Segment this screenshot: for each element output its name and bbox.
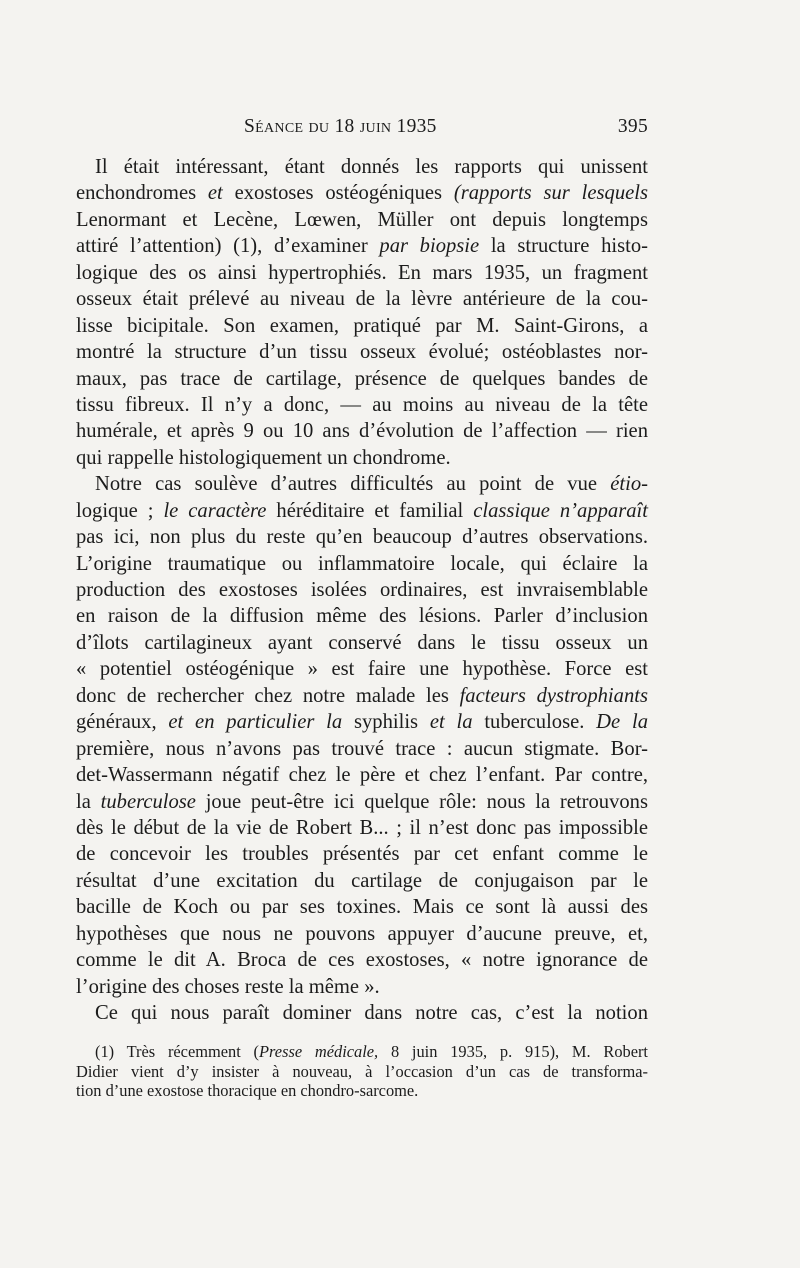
paragraph2-line: production des exostoses isolées ordinaires, est invraisemblable	[76, 579, 648, 601]
text-segment: généraux,	[76, 711, 157, 734]
paragraph2-line: résultat d’une excitation du cartilage de conjugaison par le	[76, 869, 648, 892]
footnote-line: Didier vient d’y insister à nouveau, à l’occasion d’un cas de transforma-	[76, 1061, 648, 1081]
italic-phrase: le caractère	[153, 499, 277, 522]
paragraph2-line: L’origine traumatique ou inflammatoire locale, qui éclaire la	[76, 552, 648, 575]
text-segment: héréditaire et familial	[276, 499, 464, 522]
text-segment: joue peut-être ici quelque rôle: nous la retrouvons	[195, 790, 648, 813]
paragraph1-line: humérale, et après 9 ou 10 ans d’évolution de l’affection — rien	[76, 420, 648, 443]
paragraph-1	[76, 154, 648, 471]
paragraph2-line: dès le début de la vie de Robert B... ; il n’est donc pas impossible	[76, 816, 648, 839]
paragraph2-line: l’origine des choses reste la même ».	[76, 975, 380, 998]
paragraph1-line	[76, 233, 648, 259]
paragraph2-line: première, nous n’avons pas trouvé trace : aucun stigmate. Bor-	[76, 737, 648, 760]
paragraph2-line: d’îlots cartilagineux ayant conservé dans le tissu osseux un	[76, 631, 648, 654]
italic-phrase: Presse médicale,	[259, 1042, 379, 1061]
body-text	[76, 154, 648, 1026]
paragraph1-line: maux, pas trace de cartilage, présence de quelques bandes de	[76, 367, 648, 390]
paragraph-2	[76, 471, 648, 1000]
running-head-part1: Séance du	[244, 116, 330, 137]
text-segment: donc de rechercher chez notre malade les	[76, 684, 460, 707]
paragraph2-line: hypothèses que nous ne pouvons appuyer d’aucune preuve, et,	[76, 922, 648, 945]
paragraph3-line: Ce qui nous paraît dominer dans notre cas, c’est la notion	[95, 1002, 648, 1024]
page-number: 395	[617, 116, 648, 137]
running-head-day: 18	[334, 116, 355, 137]
paragraph1-line: logique des os ainsi hypertrophiés. En mars 1935, un fragment	[76, 261, 648, 284]
italic-phrase: et en particulier la	[156, 711, 354, 734]
running-head-year: 1935	[396, 116, 437, 137]
running-head	[244, 116, 437, 138]
text-segment: 8 juin 1935, p. 915), M. Robert	[378, 1042, 648, 1061]
paragraph-3	[76, 1000, 648, 1026]
italic-phrase: étio-	[610, 473, 648, 496]
paragraph2-line: comme le dit A. Broca de ces exostoses, « notre ignorance de	[76, 949, 648, 972]
footnote-1	[76, 1042, 648, 1101]
text-segment: syphilis	[353, 711, 419, 734]
paragraph1-line: montré la structure d’un tissu osseux évolué; ostéoblastes nor-	[76, 341, 648, 364]
paragraph2-line: det-Wassermann négatif chez le père et chez l’enfant. Par contre,	[76, 764, 648, 787]
text-segment: logique ;	[76, 499, 154, 522]
paragraph2-line	[76, 709, 648, 735]
paragraph2-line	[76, 471, 648, 497]
paragraph1-line: lisse bicipitale. Son examen, pratiqué par M. Saint-Girons, a	[76, 314, 648, 337]
italic-phrase: De la	[584, 711, 648, 734]
italic-phrase: par biopsie	[379, 235, 480, 258]
paragraph1-line: Il était intéressant, étant donnés les rapports qui unissent	[95, 156, 648, 178]
italic-phrase: tuberculose	[100, 790, 196, 813]
footnote	[76, 1042, 648, 1101]
italic-phrase: et la	[418, 711, 485, 734]
running-header	[76, 116, 648, 146]
text-segment: la	[76, 790, 101, 813]
footnote-line	[76, 1042, 648, 1062]
paragraph1-line	[76, 180, 648, 206]
paragraph2-line: pas ici, non plus du reste qu’en beaucoup d’autres observations.	[76, 526, 648, 549]
text-segment: (1) Très récemment (	[95, 1042, 260, 1061]
paragraph1-line: Lenormant et Lecène, Lœwen, Müller ont depuis longtemps	[76, 208, 648, 231]
paragraph2-line: bacille de Koch ou par ses toxines. Mais ce sont là aussi des	[76, 896, 648, 919]
paragraph2-line	[76, 498, 648, 524]
text-segment: attiré l’attention) (1), d’examiner	[76, 235, 380, 258]
text-segment: la structure histo-	[479, 235, 648, 258]
paragraph1-line: tissu fibreux. Il n’y a donc, — au moins au niveau de la tête	[76, 393, 648, 416]
text-segment: tuberculose.	[484, 711, 585, 734]
paragraph2-line: « potentiel ostéogénique » est faire une hypothèse. Force est	[76, 658, 648, 681]
italic-phrase: classique n’apparaît	[463, 499, 648, 522]
text-segment: enchondromes	[76, 182, 197, 205]
paragraph1-line: osseux était prélevé au niveau de la lèvre antérieure de la cou-	[76, 288, 648, 311]
paragraph2-line	[76, 789, 648, 815]
paragraph2-line: en raison de la diffusion même des lésions. Parler d’inclusion	[76, 605, 648, 628]
text-segment: Notre cas soulève d’autres difficultés au point de vue	[95, 473, 611, 496]
paragraph1-line: qui rappelle histologiquement un chondrome.	[76, 446, 451, 469]
paragraph2-line	[76, 683, 648, 709]
paragraph2-line: de concevoir les troubles présentés par cet enfant comme le	[76, 843, 648, 866]
italic-phrase: facteurs dystrophiants	[459, 684, 648, 707]
text-segment: exostoses ostéogéniques	[234, 182, 443, 205]
running-head-part2: juin	[359, 116, 392, 137]
footnote-line: tion d’une exostose thoracique en chondro-sarcome.	[76, 1081, 419, 1100]
italic-phrase: (rapports sur lesquels	[442, 182, 648, 205]
italic-phrase: et	[196, 182, 235, 205]
